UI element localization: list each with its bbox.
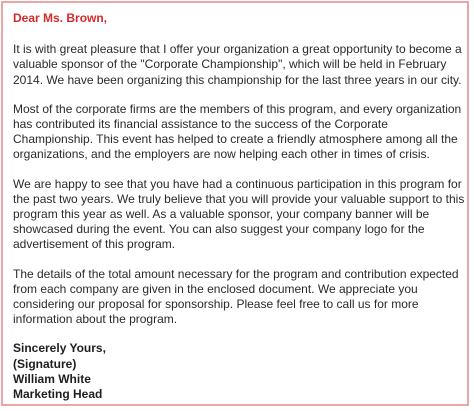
salutation: Dear Ms. Brown, <box>13 11 108 25</box>
letter-frame <box>1 1 469 406</box>
paragraph-participation: We are happy to see that you have had a continuous participation in this program for the past two years. We truly believe that you will provide your valuable support to this program this year as well. As a valuable sponsor, your company banner will be showcased during the event. You can also suggest your company logo for the advertisement of this program. <box>13 176 465 252</box>
paragraph-intro: It is with great pleasure that I offer your organization a great opportunity to become a valuable sponsor of the "Corporate Championship", which will be held in February 2014. We have been organizing this championship for the last three years in our city. <box>13 42 462 87</box>
paragraph-members: Most of the corporate firms are the members of this program, and every organization has contributed its financial assistance to the success of the Corporate Championship. This event has helped to create a friendly atmosphere among all the organizations, and the employers are now helping each other in times of crisis. <box>13 101 462 162</box>
sender-name: William White <box>13 371 91 386</box>
signature-placeholder: (Signature) <box>13 356 77 371</box>
paragraph-details: The details of the total amount necessary for the program and contribution expected from each company are given in the enclosed document. We appreciate you considering our proposal for sponsorship. Please feel free to call us for more information about the program. <box>13 266 459 327</box>
letter-body <box>13 11 468 402</box>
valediction: Sincerely Yours, <box>13 341 106 356</box>
sender-title: Marketing Head <box>13 387 103 402</box>
